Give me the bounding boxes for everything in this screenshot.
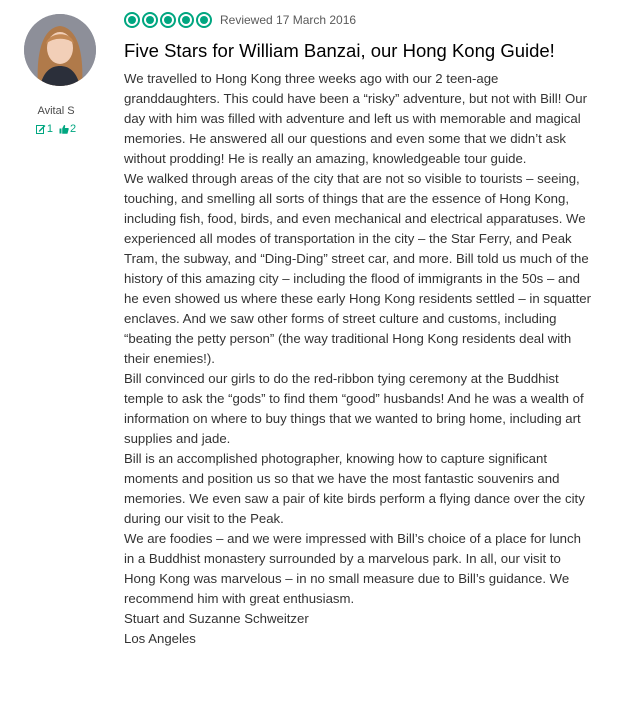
avatar[interactable] <box>24 14 96 86</box>
helpful-votes-badge[interactable] <box>59 123 76 135</box>
review-paragraph: Los Angeles <box>124 631 196 646</box>
review-content <box>124 10 594 649</box>
helpful-votes-count: 2 <box>70 123 77 135</box>
reviewer-name[interactable]: Avital S <box>37 105 75 117</box>
review-paragraph: Bill convinced our girls to do the red-ribbon tying ceremony at the Buddhist temple to ask the “gods” to find them “good” husbands! And he was a wealth of information on where to buy things that we wanted to bring home, including art supplies and jade. <box>124 371 584 446</box>
rating-bubble-icon <box>178 12 194 28</box>
review-paragraph: Stuart and Suzanne Schweitzer <box>124 611 309 626</box>
rating-bubble-icon <box>124 12 140 28</box>
rating-bubble-icon <box>196 12 212 28</box>
review-meta <box>124 10 594 30</box>
review-count: 1 <box>46 123 53 135</box>
reviewer-badges <box>0 123 112 135</box>
review-paragraph: We travelled to Hong Kong three weeks ago with our 2 teen-age granddaughters. This could have been a “risky” adventure, but not with Bill! Our day with him was filled with adventure and left us with memorable and magical memories. He answered all our questions and even some that we didn’t ask without prodding! He is really an amazing, knowledgeable tour guide. <box>124 71 588 166</box>
user-avatar-photo <box>24 14 96 86</box>
review-pencil-icon <box>36 124 46 134</box>
review-title[interactable]: Five Stars for William Banzai, our Hong Kong Guide! <box>124 40 555 61</box>
review-date: Reviewed 17 March 2016 <box>220 13 357 27</box>
rating-bubble-icon <box>142 12 158 28</box>
review-count-badge[interactable] <box>36 123 53 135</box>
review-paragraph: We are foodies – and we were impressed with Bill’s choice of a place for lunch in a Buddhist monastery surrounded by a marvelous park. In all, our visit to Hong Kong was marvelous – in no small measure due to Bill’s guidance. We recommend him with great enthusiasm. <box>124 531 581 606</box>
rating-bubbles <box>124 12 212 28</box>
review-body <box>124 69 594 649</box>
review-paragraph: We walked through areas of the city that are not so visible to tourists – seeing, touching, and smelling all sorts of things that are the essence of Hong Kong, including fish, food, birds, and even mechanical and electrical apparatuses. We experienced all modes of transportation in the city – the Star Ferry, and Peak Tram, the subway, and “Ding-Ding” street car, and more. Bill told us much of the history of this amazing city – including the flood of immigrants in the 50s – and he even showed us where these early Hong Kong residents settled – in squatter enclaves. And we saw other forms of street culture and customs, including “beating the petty person” (the way traditional Hong Kong residents deal with their enemies!). <box>124 171 591 366</box>
rating-bubble-icon <box>160 12 176 28</box>
review-paragraph: Bill is an accomplished photographer, knowing how to capture significant moments and position us so that we have the most fantastic souvenirs and memories. We even saw a pair of kite birds perform a flying dance over the city during our visit to the Peak. <box>124 451 585 526</box>
thumbs-up-icon <box>59 124 69 134</box>
